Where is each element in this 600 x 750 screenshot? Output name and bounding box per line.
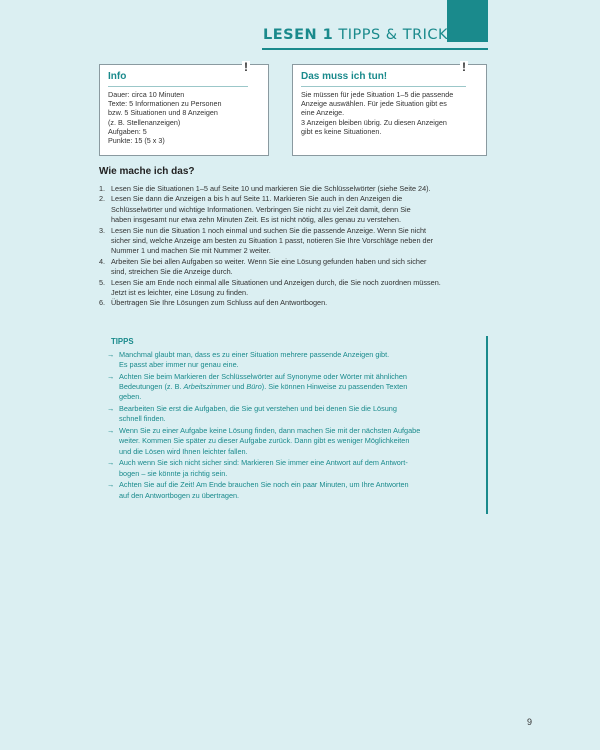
tip-line [119, 382, 407, 392]
tip-line: Bearbeiten Sie erst die Aufgaben, die Sie gut verstehen und bei denen Sie die Lösung [119, 404, 397, 414]
must-do-box-lines [301, 90, 478, 136]
must-do-box-title: Das muss ich tun! [301, 71, 388, 82]
step-line: Jetzt ist es leichter, eine Lösung zu finden. [111, 288, 249, 298]
step-item [99, 278, 491, 299]
info-box [99, 60, 269, 156]
tip-item [107, 458, 477, 478]
step-number: 4. [99, 256, 106, 266]
arrow-right-icon: → [107, 480, 115, 490]
tip-text [119, 404, 397, 424]
tip-item [107, 426, 477, 457]
tip-example-word: Büro [246, 382, 262, 392]
step-number: 6. [99, 298, 106, 308]
step-line: haben insgesamt nur etwa zehn Minuten Zeit. Es ist nicht nötig, alles genau zu verstehen. [111, 215, 402, 225]
exclamation-icon: ! [244, 60, 248, 74]
step-item [99, 298, 491, 308]
step-line: Lesen Sie am Ende noch einmal alle Situationen und Anzeigen durch, die Sie noch zuordnen müssen. [111, 277, 441, 287]
info-line: Dauer: circa 10 Minuten [108, 90, 185, 99]
tip-line: Manchmal glaubt man, dass es zu einer Situation mehrere passende Anzeigen gibt. [119, 350, 390, 359]
step-text [111, 194, 491, 225]
step-line: Übertragen Sie Ihre Lösungen zum Schluss auf den Antwortbogen. [111, 298, 328, 308]
tip-line: auf den Antwortbogen zu übertragen. [119, 490, 240, 500]
step-text [111, 257, 491, 278]
tip-text-part: ). Sie können Hinweise zu passenden Texten [261, 382, 408, 392]
tip-line: weiter. Kommen Sie später zu dieser Aufgabe zurück. Dann gibt es weniger Möglichkeiten [119, 436, 410, 446]
page-title [263, 27, 458, 43]
arrow-right-icon: → [107, 404, 115, 414]
tip-text-part: und [230, 382, 247, 392]
must-do-line: eine Anzeige. [301, 108, 345, 118]
step-text [111, 298, 491, 308]
must-do-line: Anzeige auswählen. Für jede Situation gibt es [301, 99, 447, 109]
tip-line: Es passt aber immer nur genau eine. [119, 360, 239, 370]
must-do-line: 3 Anzeigen bleiben übrig. Zu diesen Anzeigen [301, 117, 447, 127]
info-line: Aufgaben: 5 [108, 126, 147, 136]
tip-line: und die Lösen wird Ihnen leichter fallen. [119, 446, 248, 456]
page-title-rest: TIPPS & TRICKS [338, 27, 458, 43]
tips-title: TIPPS [111, 337, 134, 346]
tip-item [107, 480, 477, 500]
info-line: bzw. 5 Situationen und 8 Anzeigen [108, 108, 218, 118]
info-line: (z. B. Stellenanzeigen) [108, 117, 181, 127]
step-line: Schlüsselwörter und wichtige Informationen. Verbringen Sie nicht zu viel Zeit damit, denn Sie [111, 204, 411, 214]
step-text [111, 184, 491, 194]
tip-text-part: geben. [119, 392, 142, 402]
exclamation-icon: ! [462, 60, 466, 74]
tip-item [107, 350, 477, 370]
tip-line: Wenn Sie zu einer Aufgabe keine Lösung finden, dann machen Sie mit der nächsten Aufgabe [119, 426, 421, 436]
step-item [99, 194, 491, 225]
page-title-strong: LESEN 1 [263, 27, 334, 43]
tip-text-part: Achten Sie beim Markieren der Schlüsselwörter auf Synonyme oder Wörter mit ähnlichen [119, 372, 407, 381]
info-line: Texte: 5 Informationen zu Personen [108, 99, 222, 109]
step-text [111, 226, 491, 257]
steps-list [99, 184, 491, 309]
info-box-title: Info [108, 71, 127, 82]
info-line: Punkte: 15 (5 x 3) [108, 136, 165, 146]
tip-line: bogen – sie könnte ja richtig sein. [119, 468, 228, 478]
step-number: 3. [99, 225, 106, 235]
step-line: Nummer 1 und machen Sie mit Nummer 2 weiter. [111, 246, 271, 256]
step-line: Arbeiten Sie bei allen Aufgaben so weiter. Wenn Sie eine Lösung gefunden haben und sich sicher [111, 256, 427, 266]
step-line: sicher sind, welche Anzeige am besten zu Situation 1 passt, notieren Sie Ihre Vorschläge neben der [111, 236, 434, 246]
step-line: Lesen Sie nun die Situation 1 noch einmal und suchen Sie die passende Anzeige. Wenn Sie nicht [111, 225, 427, 235]
step-line: Lesen Sie dann die Anzeigen a bis h auf Seite 11. Markieren Sie auch in den Anzeigen die [111, 194, 403, 204]
arrow-right-icon: → [107, 372, 115, 381]
step-line: Lesen Sie die Situationen 1–5 auf Seite 10 und markieren Sie die Schlüsselwörter (siehe Seite 24). [111, 184, 431, 193]
tip-text [119, 480, 409, 500]
tip-line [119, 392, 407, 402]
tip-item [107, 372, 477, 403]
tip-text [119, 426, 420, 457]
arrow-right-icon: → [107, 426, 115, 436]
tip-line: Achten Sie auf die Zeit! Am Ende brauchen Sie noch ein paar Minuten, um Ihre Antworten [119, 480, 409, 490]
step-line: sind, streichen Sie die Anzeige durch. [111, 267, 233, 277]
tip-item [107, 404, 477, 424]
must-do-box [292, 60, 487, 156]
tip-text [119, 372, 407, 403]
tip-line: schnell finden. [119, 414, 166, 424]
tip-text-part: Bedeutungen (z. B. [119, 382, 184, 392]
must-do-line: Sie müssen für jede Situation 1–5 die passende [301, 90, 454, 99]
header-divider [262, 48, 488, 50]
step-text [111, 278, 491, 299]
step-number: 2. [99, 194, 106, 204]
tip-line [119, 372, 407, 382]
tips-box [99, 336, 488, 514]
must-do-line: gibt es keine Situationen. [301, 126, 382, 136]
arrow-right-icon: → [107, 350, 115, 359]
must-do-box-divider [301, 86, 466, 87]
tip-text [119, 458, 408, 478]
step-item [99, 184, 491, 194]
step-number: 5. [99, 277, 106, 287]
info-box-lines [108, 90, 260, 145]
step-item [99, 257, 491, 278]
info-box-divider [108, 86, 248, 87]
step-number: 1. [99, 184, 106, 193]
tip-text [119, 350, 389, 370]
page-number: 9 [527, 717, 533, 727]
section-heading: Wie mache ich das? [99, 166, 195, 177]
step-item [99, 226, 491, 257]
tip-example-word: Arbeitszimmer [183, 382, 231, 392]
tip-line: Auch wenn Sie sich nicht sicher sind: Markieren Sie immer eine Antwort auf dem Antwort- [119, 458, 408, 468]
tips-list [107, 350, 477, 502]
arrow-right-icon: → [107, 458, 115, 468]
